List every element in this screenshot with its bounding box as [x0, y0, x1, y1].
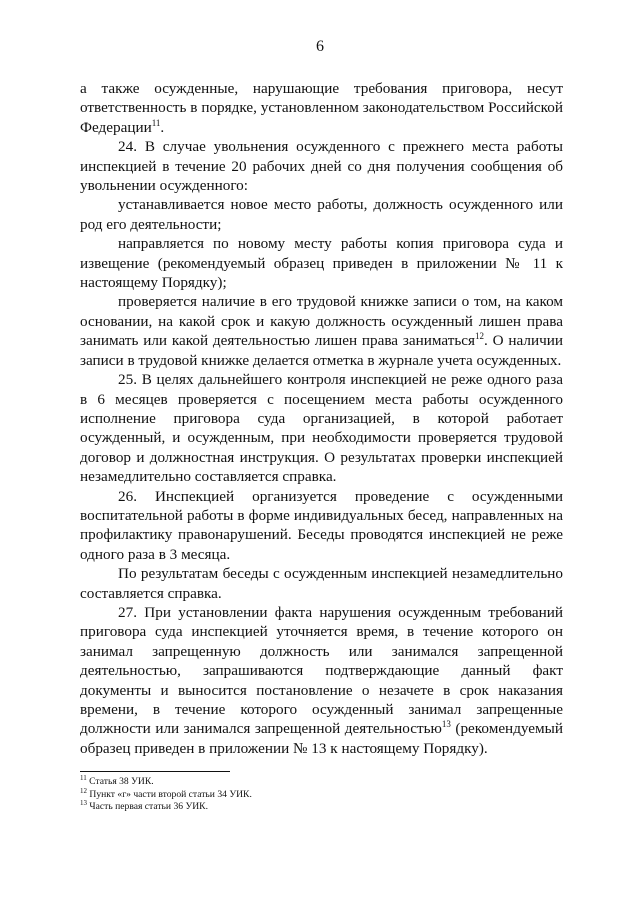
paragraph-24: 24. В случае увольнения осужденного с прежнего места работы инспекцией в течение 20 рабочих дней со дня получения сообщения об увольнении осужденного:	[80, 138, 563, 195]
paragraph-24-item-1: устанавливается новое место работы, должность осужденного или род его деятельности;	[80, 196, 563, 233]
paragraph-text: проверяется наличие в его трудовой книжке записи о том, на каком основании, на какой срок и какую должность осужденный лишен права занимать или какой деятельностью лишен права заниматься	[80, 293, 563, 350]
footnote-item	[80, 786, 252, 802]
footnote-ref: 12	[475, 331, 485, 342]
paragraph-24-item-3	[80, 292, 563, 370]
footnote-separator	[80, 771, 230, 772]
footnote-item	[80, 801, 252, 814]
footnote-text: Часть первая статьи 36 УИК.	[89, 801, 208, 813]
paragraph-27	[80, 603, 563, 758]
footnote-item	[80, 776, 252, 789]
paragraph-26: 26. Инспекцией организуется проведение с осужденными воспитательной работы в форме индивидуальных бесед, направленных на профилактику правонарушений. Беседы проводятся инспекцией не реже одного раза в 3 месяца.	[80, 487, 563, 563]
paragraph-tail: . О наличии записи в трудовой книжке делается отметка в журнале учета осужденных.	[80, 332, 564, 369]
footnote-number: 11	[80, 774, 87, 782]
document-body	[80, 79, 563, 758]
paragraph-text: а также осужденные, нарушающие требования приговора, несут ответственность в порядке, установленном законодательством Российской Федерации	[80, 80, 563, 136]
footnote-number: 12	[80, 786, 87, 795]
paragraph-24-item-2: направляется по новому месту работы копия приговора суда и извещение (рекомендуемый образец приведен в приложении № 11 к настоящему Порядку);	[80, 235, 563, 292]
paragraph-continuation	[80, 79, 563, 137]
paragraph-text: 27. При установлении факта нарушения осужденным требований приговора суда инспекцией уточняется время, в течение которого он занимал запрещенную должность или занимался запрещенной деятельностью, запрашиваются подтверждающие данный факт документы и выносится постановление о незачете в срок наказания времени, в течение которого осужденный занимал запрещенные должности или занимался запрещенной деятельностью	[80, 603, 563, 738]
paragraph-tail: .	[160, 118, 165, 136]
paragraph-25: 25. В целях дальнейшего контроля инспекцией не реже одного раза в 6 месяцев проверяется с посещением места работы осужденного исполнение приговора суда организацией, в которой работает осужденный, и осужденным, при необходимости проверяется трудовой договор и должностная инструкция. О результатах проверки инспекцией незамедлительно составляется справка.	[80, 371, 563, 486]
footnote-number: 13	[80, 799, 87, 808]
footnote-text: Пункт «г» части второй статьи 34 УИК.	[89, 788, 252, 800]
page-number: 6	[316, 38, 324, 55]
footnote-text: Статья 38 УИК.	[89, 776, 154, 787]
footnote-ref: 13	[441, 719, 451, 730]
footnotes	[80, 776, 252, 814]
paragraph-26-result: По результатам беседы с осужденным инспекцией незамедлительно составляется справка.	[80, 565, 563, 602]
footnote-ref: 11	[151, 117, 161, 128]
paragraph-tail: (рекомендуемый образец приведен в приложении № 13 к настоящему Порядку).	[80, 720, 563, 757]
